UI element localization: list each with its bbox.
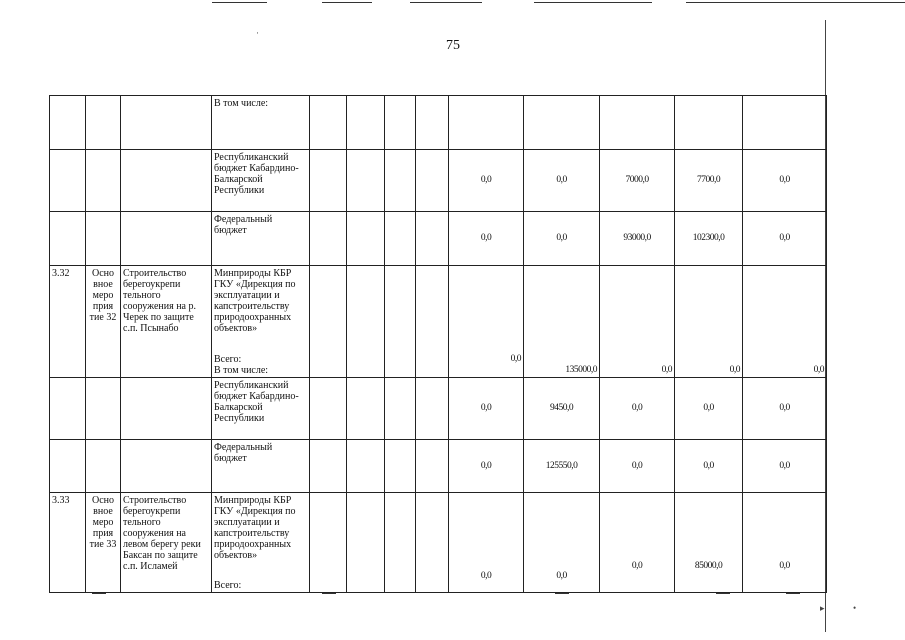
cell-description [212,266,310,378]
cell-value: 0,0 [743,150,827,212]
table-row [50,266,827,378]
cell-value: 0,0 [449,493,524,593]
cell-value: 0,0 [743,378,827,440]
cell-number: 3.32 [50,266,86,378]
cell [416,212,449,266]
cell-type: Осно вное меро прия тие 32 [86,266,121,378]
cell [50,378,86,440]
table-row [50,493,827,593]
cell-value: 0,0 [600,440,675,493]
cell-value: 0,0 [600,266,675,378]
cell-value: 0,0 [449,378,524,440]
cell [50,150,86,212]
table-row [50,96,827,150]
top-mark-line [534,2,652,3]
cell [416,440,449,493]
cell-type: Осно вное меро прия тие 33 [86,493,121,593]
cell [600,96,675,150]
cell [86,150,121,212]
top-mark-line [410,2,482,3]
cell-value: 0,0 [600,493,675,593]
cell [449,96,524,150]
bottom-mark [786,593,800,594]
cell-description: Федеральный бюджет [212,212,310,266]
cell-value: 9450,0 [524,378,600,440]
cell [385,493,416,593]
cell-value: 0,0 [524,493,600,593]
cell-value: 7700,0 [675,150,743,212]
bottom-mark [322,593,336,594]
cell-value: 0,0 [743,440,827,493]
scan-speck: ▸ [820,603,825,613]
cell-description: Федеральный бюджет [212,440,310,493]
cell-value: 0,0 [449,266,524,378]
table-row [50,150,827,212]
cell [347,378,385,440]
cell-description: Республиканский бюджет Кабардино-Балкарской Республики [212,378,310,440]
cell-value: 0,0 [449,212,524,266]
cell [416,378,449,440]
cell-value: 85000,0 [675,493,743,593]
cell [743,96,827,150]
cell [310,266,347,378]
cell-name: Строительство берегоукрепи тельного сооружения на левом берегу реки Баксан по защите с.п. Исламей [121,493,212,593]
cell [121,212,212,266]
cell [385,96,416,150]
included-label: В том числе: [214,365,269,376]
cell-value: 0,0 [743,212,827,266]
cell [416,493,449,593]
cell-value: 135000,0 [524,266,600,378]
cell [385,150,416,212]
cell [416,150,449,212]
cell [310,378,347,440]
cell-description: Республиканский бюджет Кабардино-Балкарской Республики [212,150,310,212]
table-row [50,440,827,493]
cell [86,96,121,150]
top-mark-line [322,2,372,3]
cell [86,212,121,266]
total-label: Всего: [214,354,242,365]
cell [86,440,121,493]
cell-value: 0,0 [449,440,524,493]
cell-description [212,493,310,593]
table-row [50,212,827,266]
cell [50,440,86,493]
page-number: 75 [446,38,460,53]
cell [347,440,385,493]
total-label: Всего: [214,580,242,591]
top-mark-line [686,2,905,3]
cell [675,96,743,150]
cell [310,96,347,150]
cell [347,150,385,212]
cell [121,96,212,150]
cell [86,378,121,440]
cell-value: 0,0 [675,378,743,440]
cell [416,266,449,378]
cell-value: 125550,0 [524,440,600,493]
cell [385,440,416,493]
table-row [50,378,827,440]
cell-value: 0,0 [675,440,743,493]
cell [347,96,385,150]
cell-value: 0,0 [675,266,743,378]
cell [50,96,86,150]
cell [310,493,347,593]
cell [310,212,347,266]
cell [347,212,385,266]
cell-value: 0,0 [449,150,524,212]
cell [310,440,347,493]
description-text: Минприроды КБР ГКУ «Дирекция по эксплуатации и капстроительству природоохранных объектов» [214,495,296,561]
scan-speck: · [256,28,259,38]
top-mark-line [212,2,267,3]
cell [524,96,600,150]
cell-name: Строительство берегоукрепи тельного сооружения на р. Черек по защите с.п. Псынабо [121,266,212,378]
cell-value: 0,0 [743,493,827,593]
cell [310,150,347,212]
cell-value: 0,0 [524,212,600,266]
bottom-mark [555,593,569,594]
description-text: Минприроды КБР ГКУ «Дирекция по эксплуатации и капстроительству природоохранных объектов» [214,268,296,334]
cell [416,96,449,150]
cell-value: 7000,0 [600,150,675,212]
cell-value: 93000,0 [600,212,675,266]
cell-value: 0,0 [524,150,600,212]
scan-speck: • [853,603,857,613]
cell-value: 0,0 [743,266,827,378]
cell [121,440,212,493]
cell [50,212,86,266]
cell-value: 102300,0 [675,212,743,266]
bottom-mark [92,593,106,594]
cell-value: 0,0 [600,378,675,440]
budget-table [49,95,827,593]
cell [347,493,385,593]
cell [121,378,212,440]
cell [385,212,416,266]
cell-description: В том числе: [212,96,310,150]
cell-number: 3.33 [50,493,86,593]
cell [347,266,385,378]
cell [385,266,416,378]
bottom-mark [716,593,730,594]
cell [385,378,416,440]
cell [121,150,212,212]
